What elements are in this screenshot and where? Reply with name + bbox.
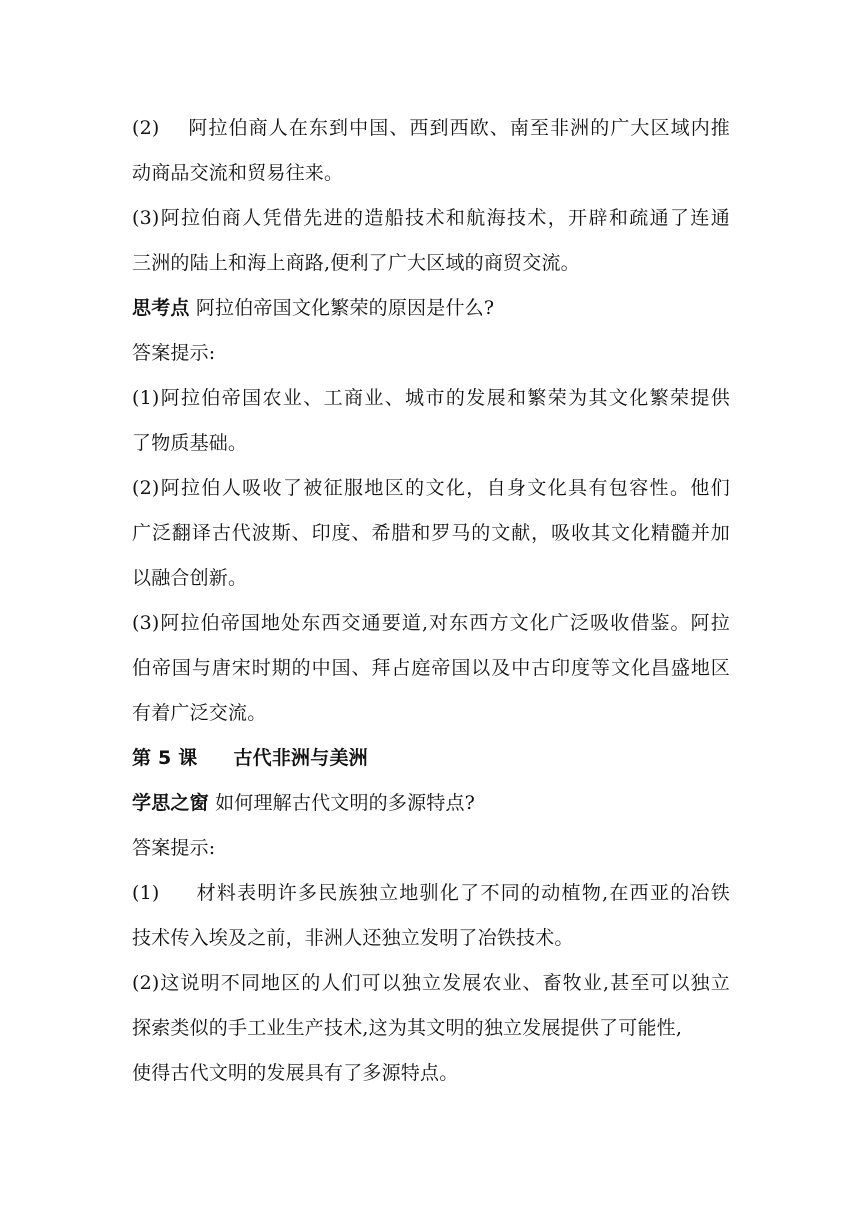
paragraph-line: (3)阿拉伯商人凭借先进的造船技术和航海技术，开辟和疏通了连通 (132, 207, 730, 229)
paragraph-line: 广泛翻译古代波斯、印度、希腊和罗马的文献，吸收其文化精髓并加 (132, 522, 730, 544)
paragraph-line: 动商品交流和贸易往来。 (132, 162, 344, 184)
paragraph-line: 使得古代文明的发展具有了多源特点。 (132, 1062, 459, 1084)
paragraph-line: (1)阿拉伯帝国农业、工商业、城市的发展和繁荣为其文化繁荣提供 (132, 387, 730, 409)
paragraph-line: 了物质基础。 (132, 432, 248, 454)
item-number: (1) (132, 882, 160, 904)
lesson-number: 第 5 课 (132, 747, 198, 769)
paragraph-line: 有着广泛交流。 (132, 702, 267, 724)
paragraph-text: 材料表明许多民族独立地驯化了不同的动植物,在西亚的冶铁 (195, 882, 730, 904)
paragraph-line (132, 871, 730, 916)
answer-label: 答案提示: (132, 342, 216, 364)
paragraph-text: 阿拉伯商人在东到中国、西到西欧、南至非洲的广大区域内推 (187, 117, 730, 139)
paragraph-line: (2)阿拉伯人吸收了被征服地区的文化，自身文化具有包容性。他们 (132, 477, 730, 499)
think-point-question: 阿拉伯帝国文化繁荣的原因是什么? (195, 297, 495, 319)
lesson-title: 古代非洲与美洲 (233, 747, 368, 769)
learning-window-heading (132, 781, 732, 826)
lesson-heading (132, 736, 732, 781)
learning-window-question: 如何理解古代文明的多源特点? (215, 792, 476, 814)
paragraph-line: 以融合创新。 (132, 567, 248, 589)
answer-label: 答案提示: (132, 837, 216, 859)
paragraph-line: (2)这说明不同地区的人们可以独立发展农业、畜牧业,甚至可以独立 (132, 972, 730, 994)
document-page (132, 106, 732, 1096)
paragraph-line: (3)阿拉伯帝国地处东西交通要道,对东西方文化广泛吸收借鉴。阿拉 (132, 612, 730, 634)
learning-window-label: 学思之窗 (132, 792, 209, 814)
paragraph-line: 伯帝国与唐宋时期的中国、拜占庭帝国以及中古印度等文化昌盛地区 (132, 657, 730, 679)
think-point-label: 思考点 (132, 297, 190, 319)
paragraph-line: 技术传入埃及之前，非洲人还独立发明了冶铁技术。 (132, 927, 574, 949)
paragraph-line (132, 106, 730, 151)
think-point-heading (132, 286, 732, 331)
item-number: (2) (132, 117, 160, 139)
paragraph-line: 探索类似的手工业生产技术,这为其文明的独立发展提供了可能性, (132, 1017, 683, 1039)
paragraph-line: 三洲的陆上和海上商路,便利了广大区域的商贸交流。 (132, 252, 580, 274)
